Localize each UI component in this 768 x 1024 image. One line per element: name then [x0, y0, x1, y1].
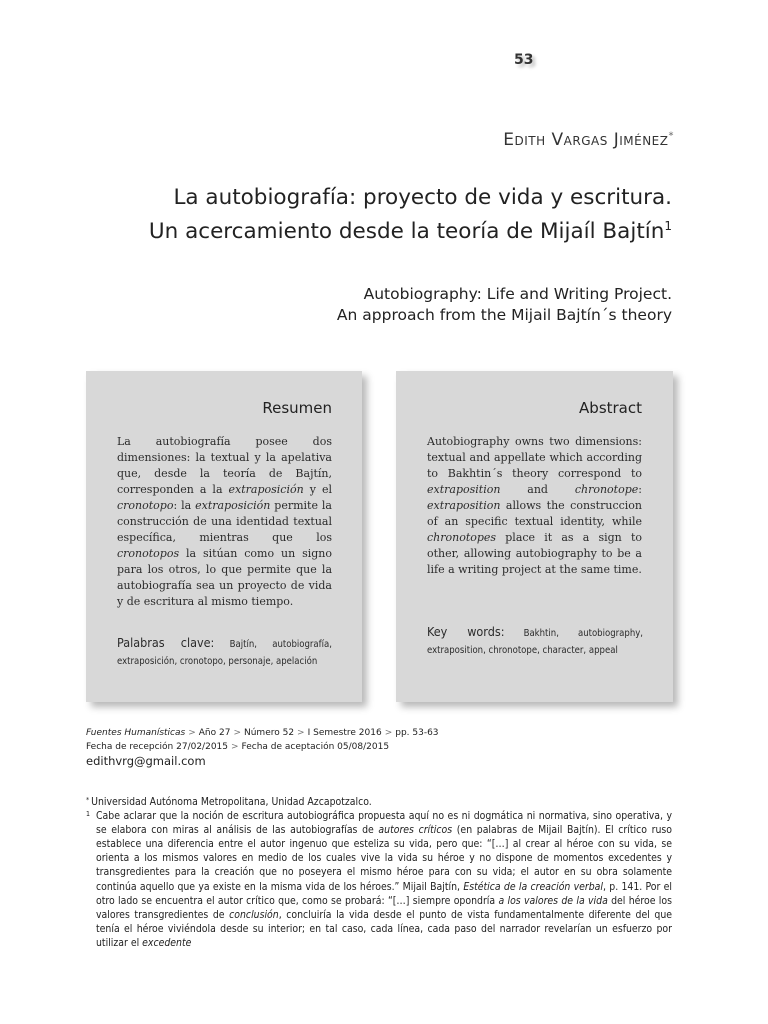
author-email: edithvrg@gmail.com — [86, 754, 206, 768]
separator: > — [188, 728, 196, 738]
resumen-heading: Resumen — [262, 399, 332, 417]
abstract-heading: Abstract — [579, 399, 642, 417]
journal-name: Fuentes Humanísticas — [86, 728, 186, 738]
article-title — [72, 183, 672, 246]
received-date: Fecha de recepción 27/02/2015 — [86, 742, 228, 752]
footnotes — [86, 793, 672, 950]
author-footnote-mark: * — [668, 130, 674, 142]
english-title-line-2: An approach from the Mijail Bajtín´s theory — [336, 306, 672, 324]
english-title-line-1: Autobiography: Life and Writing Project. — [363, 285, 672, 303]
journal-year: Año 27 — [198, 728, 231, 738]
resumen-keywords — [117, 634, 332, 670]
article-title-line-2-text: Un acercamiento desde la teoría de Mijaíl Bajtín — [148, 219, 665, 245]
separator: > — [297, 728, 305, 738]
abstract-keywords-list: Bakhtin, autobiography, extraposition, chronotope, character, appeal — [427, 628, 644, 656]
page-number: 53 — [514, 52, 534, 68]
affiliation-text: Universidad Autónoma Metropolitana, Unidad Azcapotzalco. — [91, 796, 372, 808]
footnote-1: 1 Cabe aclarar que la noción de escritura autobiográfica propuesta aquí no es ni dogmática ni normativa, sino operativa, y se elabora con miras al análisis de las autobiografías de autores críticos (en palabras de Mijail Bajtín). El crítico ruso establece una diferencia entre el autor ingenuo que esteliza su vida, pero que: “[…] al crear al héroe con su vida, se orienta a los mismos valores en medio de los cuales vive la vida su héroe y no dispone de momentos excedentes y transgredientes para la creación que no poseyera el mismo héroe para con su vida; el autor en su obra solamente continúa aquello que ya existe en la misma vida de los héroes.” Mijail Bajtín, Estética de la creación verbal, p. 141. Por el otro lado se encuentra el autor crítico que, como se probará: “[…] siempre opondría a los valores de la vida del héroe los valores transgredientes de conclusión, concluiría la vida desde el punto de vista fundamentalmente diferente del que tenía el héroe viviéndola desde su interior; en tal caso, cada línea, cada paso del narrador revelarían un esfuerzo por utilizar el excedente — [86, 809, 672, 950]
author-name-text: Edith Vargas Jiménez — [503, 130, 669, 150]
resumen-keywords-label: Palabras clave: — [117, 635, 215, 650]
title-footnote-mark: 1 — [664, 219, 672, 233]
abstract-text: Autobiography owns two dimensions: textual and appellate which according to Bakhtin´s theory correspond to extraposition and chronotope: extraposition allows the construccion of an specific textual identity, while chronotopes place it as a sign to other, allowing autobiography to be a life a writing project at the same time. — [427, 435, 642, 576]
separator: > — [231, 742, 239, 752]
article-title-line-1: La autobiografía: proyecto de vida y escritura. — [173, 185, 672, 210]
abstract-keywords — [427, 623, 643, 659]
resumen-text: La autobiografía posee dos dimensiones: la textual y la apelativa que, desde la teoría de Bajtín, corresponden a la extraposición y el cronotopo: la extraposición permite la construcción de una identidad textual específica, mientras que los cronotopos la sitúan como un signo para los otros, lo que permite que la autobiografía sea un proyecto de vida y de escritura al mismo tiempo. — [117, 435, 332, 608]
publication-info — [86, 726, 676, 769]
abstract-keywords-label: Key words: — [427, 624, 505, 639]
resumen-box — [86, 371, 362, 702]
separator: > — [384, 728, 393, 738]
dates-line — [86, 740, 676, 754]
resumen-keywords-list: Bajtín, autobiografía, extraposición, cronotopo, personaje, apelación — [117, 639, 332, 667]
english-title — [112, 284, 672, 326]
journal-pages: pp. 53-63 — [395, 728, 439, 738]
journal-citation-line — [86, 726, 676, 740]
accepted-date: Fecha de aceptación 05/08/2015 — [241, 742, 390, 752]
separator: > — [233, 728, 241, 738]
journal-number: Número 52 — [243, 728, 295, 738]
footnote-1-mark: 1 — [86, 810, 91, 819]
abstract-box — [396, 371, 673, 702]
footnote-affiliation — [86, 793, 672, 809]
journal-semester: I Semestre 2016 — [307, 728, 382, 738]
affiliation-mark: * — [86, 796, 90, 804]
article-title-line-2 — [72, 212, 672, 246]
author-name — [503, 130, 674, 150]
